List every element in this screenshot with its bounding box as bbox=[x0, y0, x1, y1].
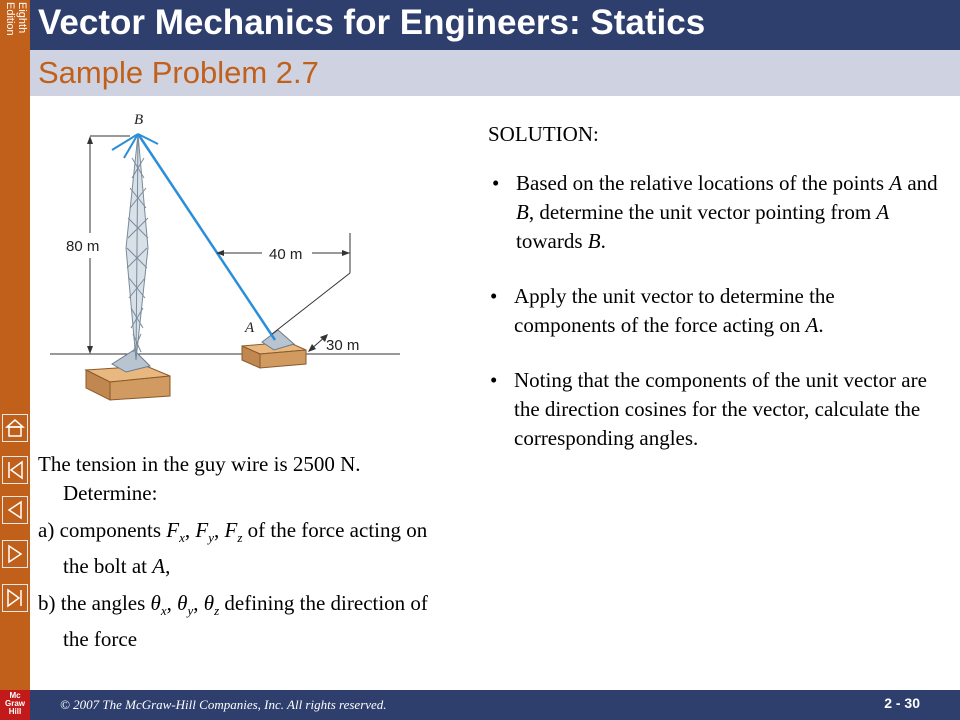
solution-bullet-3: • Noting that the components of the unit vector are the direction cosines for the vector, calculate the corresponding angles. bbox=[488, 366, 938, 453]
next-icon bbox=[3, 541, 27, 567]
fx-subscript: x bbox=[179, 530, 185, 546]
problem-part-a bbox=[38, 516, 458, 581]
solution-bullet-1 bbox=[490, 169, 938, 256]
comma: , bbox=[184, 518, 196, 542]
previous-icon bbox=[3, 497, 27, 523]
solution-bullet-2 bbox=[488, 282, 938, 340]
label-40m: 40 m bbox=[269, 246, 303, 263]
label-point-b: B bbox=[134, 112, 144, 128]
b1-end: . bbox=[600, 229, 606, 253]
home-button[interactable] bbox=[2, 414, 28, 442]
theta-y-subscript: y bbox=[187, 603, 194, 619]
b2-end: . bbox=[818, 313, 824, 337]
comma: , bbox=[214, 518, 225, 542]
next-slide-button[interactable] bbox=[2, 540, 28, 568]
b1-point-a: A bbox=[889, 171, 903, 195]
b1-point-b2: B bbox=[587, 229, 601, 253]
theta-y-symbol: θ bbox=[177, 591, 188, 616]
theta-x-subscript: x bbox=[160, 603, 167, 619]
previous-slide-button[interactable] bbox=[2, 496, 28, 524]
problem-statement bbox=[38, 450, 458, 662]
slide-title: Sample Problem 2.7 bbox=[38, 55, 319, 90]
guy-wire-figure bbox=[50, 98, 402, 406]
solution-title: SOLUTION: bbox=[488, 122, 599, 146]
b1-pre: Based on the relative locations of the points bbox=[516, 171, 890, 195]
depth-dimension bbox=[308, 334, 328, 352]
part-a-prefix: a) components bbox=[38, 518, 167, 542]
b1-towards: towards bbox=[516, 229, 588, 253]
logo-line-2: Graw bbox=[4, 699, 25, 708]
problem-intro: The tension in the guy wire is 2500 N. Determine: bbox=[38, 452, 361, 505]
tower-mast bbox=[126, 134, 148, 360]
copyright-text: © 2007 The McGraw-Hill Companies, Inc. All rights reserved. bbox=[60, 697, 387, 712]
comma: , bbox=[193, 591, 204, 616]
first-slide-button[interactable] bbox=[2, 456, 28, 484]
edition-label bbox=[2, 2, 28, 64]
part-a-middle: of the force acting on the bolt at bbox=[63, 518, 428, 579]
part-b-end: defining the direction of the force bbox=[63, 591, 428, 652]
home-icon bbox=[3, 415, 27, 441]
part-b-prefix: b) the angles bbox=[38, 591, 151, 616]
b1-and: and bbox=[902, 171, 938, 195]
theta-z-symbol: θ bbox=[203, 591, 215, 616]
fx-symbol: F bbox=[166, 518, 180, 542]
edition-line-1: Eighth bbox=[16, 2, 28, 34]
b1-mid: , determine the unit vector pointing from bbox=[528, 200, 877, 224]
label-30m: 30 m bbox=[326, 337, 360, 354]
edition-line-2: Edition bbox=[4, 2, 16, 36]
label-point-a: A bbox=[245, 320, 255, 336]
b1-point-a2: A bbox=[876, 200, 890, 224]
theta-z-subscript: z bbox=[214, 603, 220, 619]
fy-symbol: F bbox=[195, 518, 209, 542]
b2-point-a: A bbox=[805, 313, 819, 337]
book-title: Vector Mechanics for Engineers: Statics bbox=[38, 3, 706, 42]
skip-first-icon bbox=[3, 457, 27, 483]
b1-point-b: B bbox=[516, 200, 529, 224]
theta-x-symbol: θ bbox=[150, 591, 161, 616]
last-slide-button[interactable] bbox=[2, 584, 28, 612]
label-80m: 80 m bbox=[66, 238, 100, 255]
fy-subscript: y bbox=[208, 530, 215, 546]
part-a-end: , bbox=[165, 554, 171, 579]
fz-subscript: z bbox=[237, 530, 243, 546]
tower-footing bbox=[86, 350, 170, 400]
fz-symbol: F bbox=[224, 518, 238, 542]
guy-wire bbox=[138, 134, 275, 340]
left-sidebar bbox=[0, 0, 30, 720]
comma: , bbox=[166, 591, 178, 616]
footer-bar bbox=[30, 690, 960, 720]
publisher-logo bbox=[0, 690, 30, 720]
logo-line-3: Hill bbox=[8, 707, 22, 716]
point-a-ref: A bbox=[152, 554, 166, 579]
subheader-bar bbox=[30, 50, 960, 96]
b2-pre: Apply the unit vector to determine the components of the force acting on bbox=[514, 284, 835, 337]
problem-part-b bbox=[38, 589, 458, 654]
page-number: 2 - 30 bbox=[884, 695, 920, 711]
header-bar bbox=[30, 0, 960, 50]
skip-last-icon bbox=[3, 585, 27, 611]
solution-section bbox=[488, 120, 938, 479]
logo-line-1: Mc bbox=[9, 691, 21, 700]
